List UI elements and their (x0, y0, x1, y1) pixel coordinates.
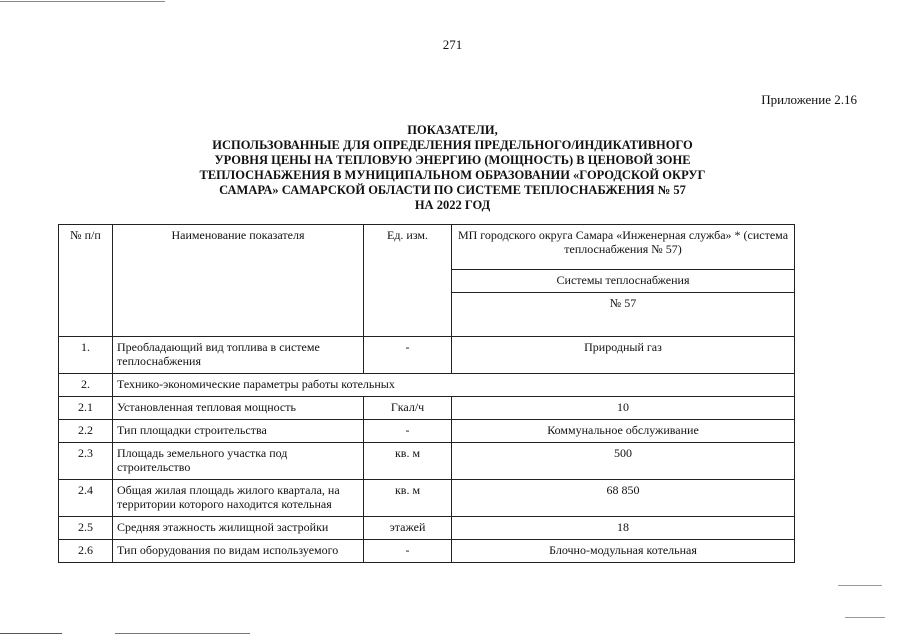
header-unit: Ед. изм. (364, 225, 452, 337)
row-name: Тип площадки строительства (113, 420, 364, 443)
title-line: НА 2022 ГОД (414, 198, 491, 212)
row-name: Тип оборудования по видам используемого (113, 540, 364, 563)
row-number: 1. (59, 337, 113, 374)
row-unit: - (364, 540, 452, 563)
table-row (59, 480, 795, 517)
scan-speck (838, 585, 882, 586)
title-line: УРОВНЯ ЦЕНЫ НА ТЕПЛОВУЮ ЭНЕРГИЮ (МОЩНОСТЬ) В ЦЕНОВОЙ ЗОНЕ (214, 153, 691, 167)
row-value: 500 (452, 443, 795, 480)
header-system-number: № 57 (452, 293, 795, 337)
header-systems: Системы теплоснабжения (452, 269, 795, 292)
header-organization: МП городского округа Самара «Инженерная служба» * (система теплоснабжения № 57) (452, 225, 795, 270)
scan-rule-bottom-left (0, 633, 62, 634)
table-row (59, 443, 795, 480)
row-unit: - (364, 337, 452, 374)
row-unit: кв. м (364, 480, 452, 517)
row-number: 2.1 (59, 397, 113, 420)
document-title (140, 123, 765, 213)
row-unit: Гкал/ч (364, 397, 452, 420)
row-name: Преобладающий вид топлива в системе теплоснабжения (113, 337, 364, 374)
table-row (59, 337, 795, 374)
row-value: 10 (452, 397, 795, 420)
row-name: Установленная тепловая мощность (113, 397, 364, 420)
scan-rule-top (0, 1, 165, 2)
title-line: САМАРА» САМАРСКОЙ ОБЛАСТИ ПО СИСТЕМЕ ТЕПЛОСНАБЖЕНИЯ № 57 (219, 183, 686, 197)
row-value: 68 850 (452, 480, 795, 517)
row-number: 2. (59, 374, 113, 397)
table-row (59, 397, 795, 420)
row-value: Природный газ (452, 337, 795, 374)
row-number: 2.4 (59, 480, 113, 517)
row-value: 18 (452, 517, 795, 540)
row-unit: - (364, 420, 452, 443)
row-number: 2.6 (59, 540, 113, 563)
row-unit: этажей (364, 517, 452, 540)
row-name: Общая жилая площадь жилого квартала, на территории которого находится котельная (113, 480, 364, 517)
appendix-label: Приложение 2.16 (761, 92, 857, 107)
row-number: 2.2 (59, 420, 113, 443)
scan-speck (845, 617, 885, 618)
table-row (59, 420, 795, 443)
row-section-name: Технико-экономические параметры работы котельных (113, 374, 795, 397)
table-row (59, 374, 795, 397)
title-line: ПОКАЗАТЕЛИ, (407, 123, 498, 137)
row-unit: кв. м (364, 443, 452, 480)
row-value: Коммунальное обслуживание (452, 420, 795, 443)
row-number: 2.3 (59, 443, 113, 480)
table-header-row (59, 225, 795, 270)
table-row (59, 540, 795, 563)
row-name: Площадь земельного участка под строительство (113, 443, 364, 480)
row-name: Средняя этажность жилищной застройки (113, 517, 364, 540)
indicators-table (58, 224, 795, 563)
title-line: ТЕПЛОСНАБЖЕНИЯ В МУНИЦИПАЛЬНОМ ОБРАЗОВАНИИ «ГОРОДСКОЙ ОКРУГ (199, 168, 706, 182)
header-num: № п/п (59, 225, 113, 337)
header-name: Наименование показателя (113, 225, 364, 337)
row-number: 2.5 (59, 517, 113, 540)
title-line: ИСПОЛЬЗОВАННЫЕ ДЛЯ ОПРЕДЕЛЕНИЯ ПРЕДЕЛЬНОГО/ИНДИКАТИВНОГО (212, 138, 693, 152)
table-row (59, 517, 795, 540)
row-value: Блочно-модульная котельная (452, 540, 795, 563)
page-number: 271 (442, 37, 463, 52)
scan-rule-bottom-right (115, 633, 250, 634)
